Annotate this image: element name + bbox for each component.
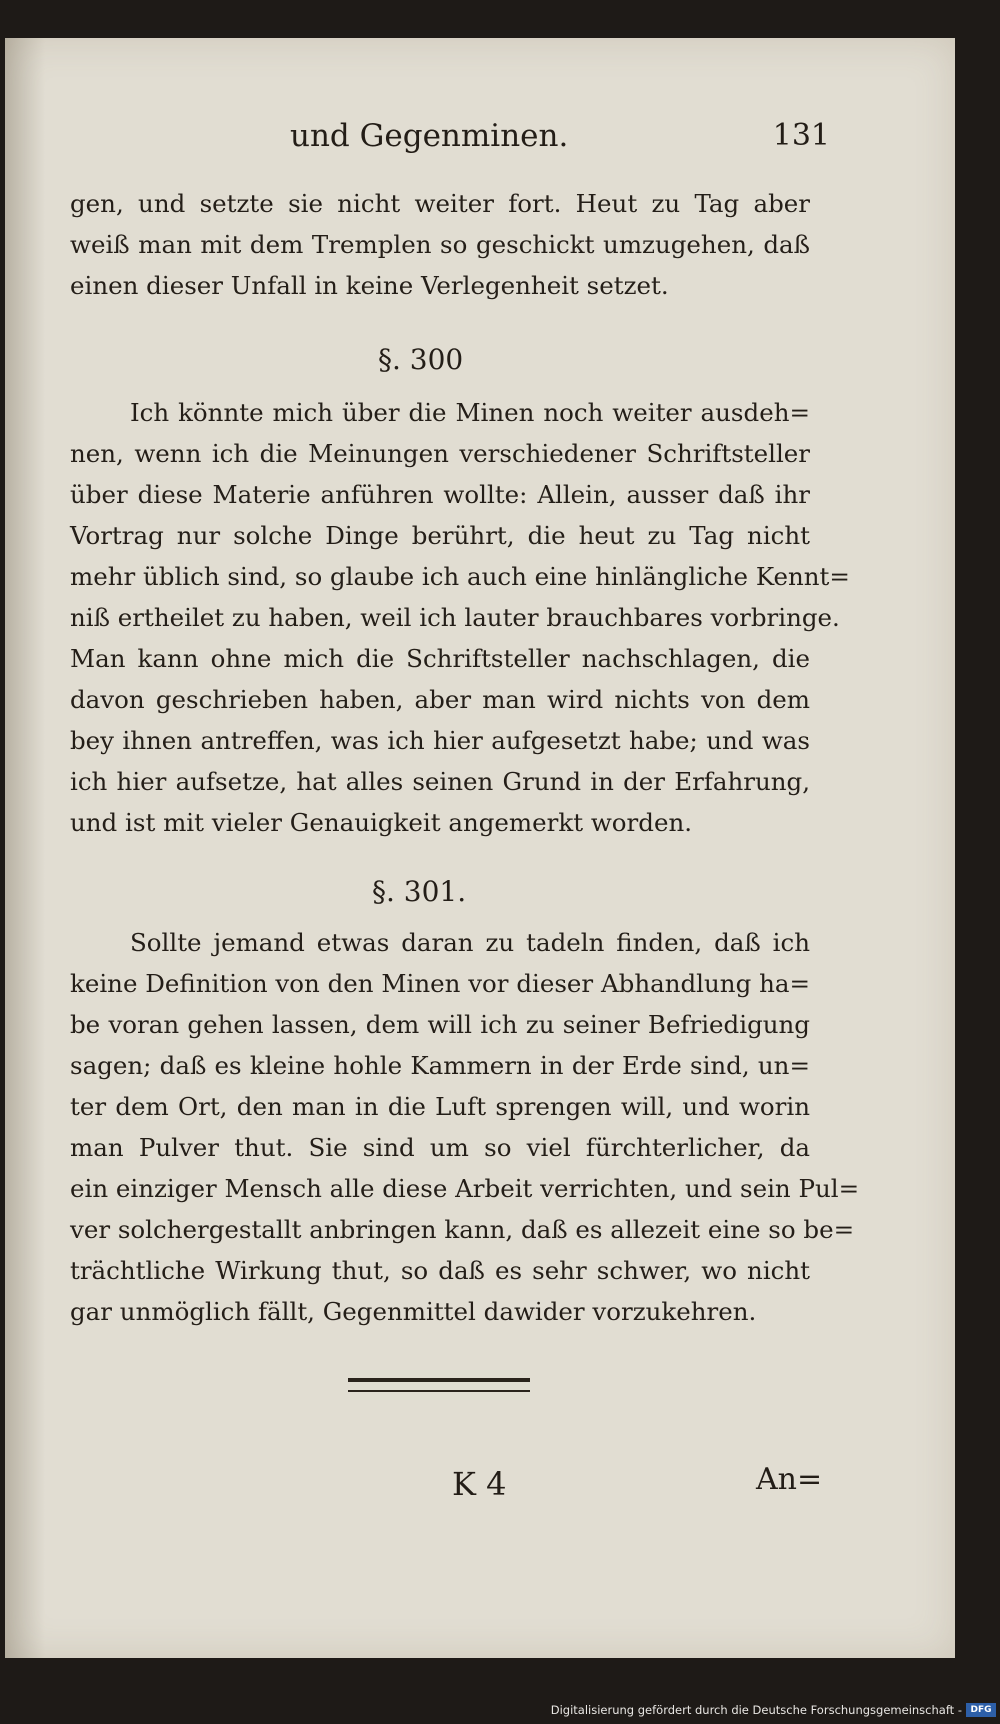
- text-line: einen dieser Unfall in keine Verlegenheit setzet.: [70, 271, 669, 300]
- text-line: Man kann ohne mich die Schriftsteller nachschlagen, die: [70, 644, 810, 673]
- ornamental-rule-thin: [348, 1390, 530, 1392]
- text-line: Ich könnte mich über die Minen noch weiter ausdeh=: [130, 398, 810, 427]
- text-line: trächtliche Wirkung thut, so daß es sehr schwer, wo nicht: [70, 1256, 810, 1285]
- text-line: über diese Materie anführen wollte: Allein, ausser daß ihr: [70, 480, 810, 509]
- ornamental-rule: [348, 1378, 530, 1382]
- text-line: weiß man mit dem Tremplen so geschickt umzugehen, daß: [70, 230, 810, 259]
- section-301-body: [70, 922, 860, 1332]
- text-line: ver solchergestallt anbringen kann, daß es allezeit eine so be=: [70, 1215, 855, 1244]
- signature-mark: K 4: [452, 1465, 507, 1503]
- text-line: ich hier aufsetze, hat alles seinen Grund in der Erfahrung,: [70, 767, 810, 796]
- page-number: 131: [772, 118, 830, 153]
- text-line: bey ihnen antreffen, was ich hier aufgesetzt habe; und was: [70, 726, 810, 755]
- section-300-body: [70, 392, 850, 843]
- section-heading-300: §. 300: [378, 343, 464, 376]
- text-line: nen, wenn ich die Meinungen verschiedener Schriftsteller: [70, 439, 810, 468]
- text-line: gar unmöglich fällt, Gegenmittel dawider vorzukehren.: [70, 1297, 757, 1326]
- text-line: man Pulver thut. Sie sind um so viel fürchterlicher, da: [70, 1133, 810, 1162]
- text-line: niß ertheilet zu haben, weil ich lauter brauchbares vorbringe.: [70, 603, 840, 632]
- text-line: mehr üblich sind, so glaube ich auch eine hinlängliche Kennt=: [70, 562, 850, 591]
- digitization-credit: Digitalisierung gefördert durch die Deutsche Forschungsgemeinschaft -: [550, 1703, 962, 1717]
- text-line: davon geschrieben haben, aber man wird nichts von dem: [70, 685, 810, 714]
- gutter-shadow: [5, 38, 45, 1658]
- text-line: keine Definition von den Minen vor dieser Abhandlung ha=: [70, 969, 810, 998]
- text-line: be voran gehen lassen, dem will ich zu seiner Befriedigung: [70, 1010, 810, 1039]
- text-line: Vortrag nur solche Dinge berührt, die heut zu Tag nicht: [70, 521, 810, 550]
- text-line: und ist mit vieler Genauigkeit angemerkt worden.: [70, 808, 693, 837]
- paragraph-intro: [70, 183, 810, 306]
- text-line: ter dem Ort, den man in die Luft sprengen will, und worin: [70, 1092, 810, 1121]
- running-header: [290, 118, 830, 158]
- text-line: Sollte jemand etwas daran zu tadeln finden, daß ich: [130, 928, 810, 957]
- text-line: sagen; daß es kleine hohle Kammern in der Erde sind, un=: [70, 1051, 810, 1080]
- section-heading-301: §. 301.: [372, 875, 467, 908]
- dfg-logo: DFG: [966, 1703, 996, 1717]
- running-title: und Gegenminen.: [290, 118, 569, 154]
- text-line: ein einziger Mensch alle diese Arbeit verrichten, und sein Pul=: [70, 1174, 860, 1203]
- text-line: gen, und setzte sie nicht weiter fort. Heut zu Tag aber: [70, 189, 810, 218]
- catchword: An=: [756, 1462, 823, 1497]
